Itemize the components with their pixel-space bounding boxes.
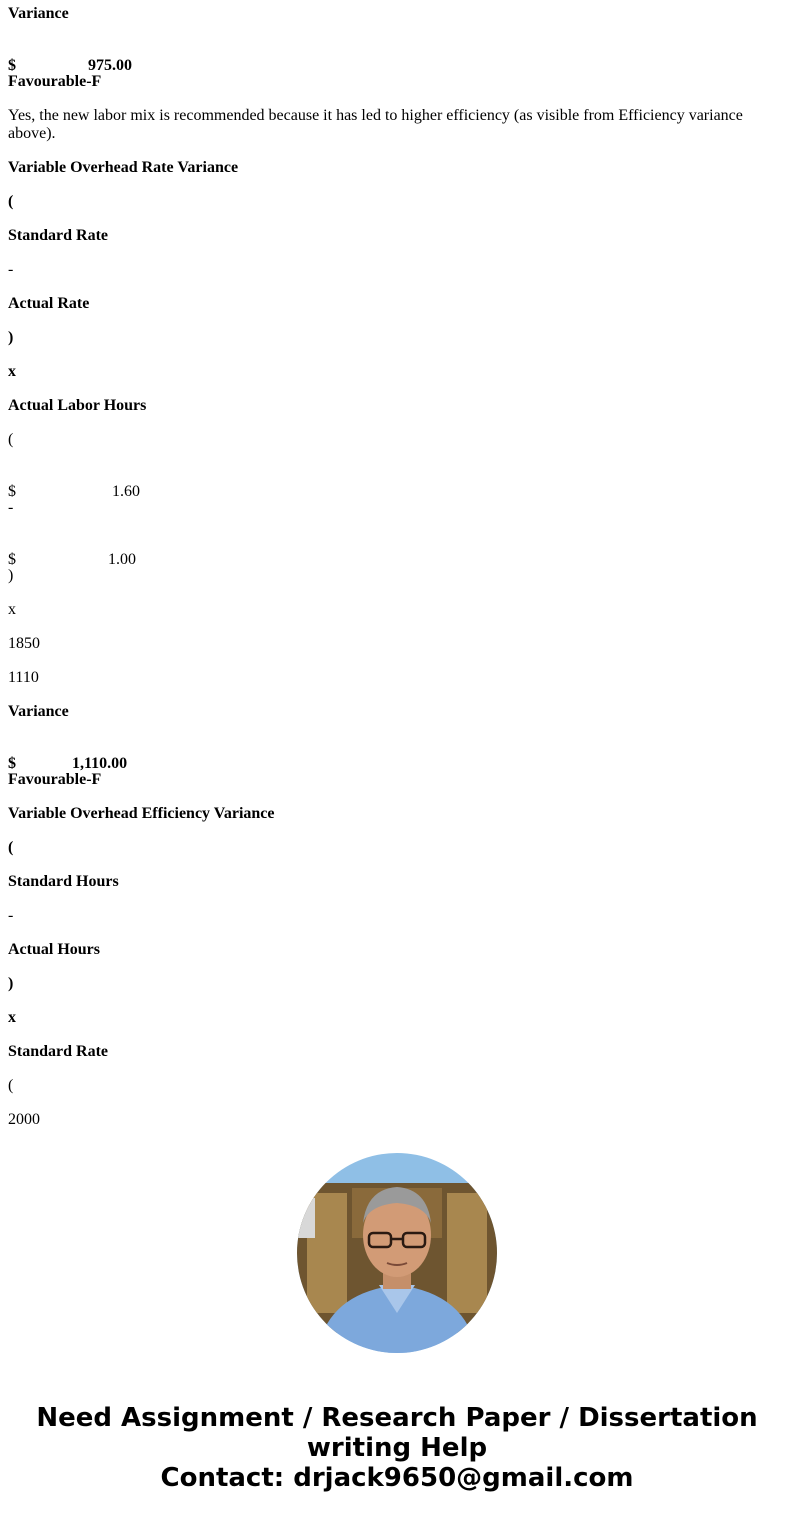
calc-open-paren: ( xyxy=(8,1077,14,1094)
formula-times: x xyxy=(8,363,16,380)
promo-line: writing Help xyxy=(306,1433,488,1463)
variance-result: Favourable-F xyxy=(8,73,102,90)
formula-term-standard-rate: Standard Rate xyxy=(8,227,109,244)
calc-close-paren: ) xyxy=(8,567,14,584)
amount-value: 975.00 xyxy=(88,57,132,74)
calc-value-hours: 1850 xyxy=(8,635,40,652)
promo-line: Need Assignment / Research Paper / Dissertation xyxy=(36,1403,758,1433)
currency-symbol: $ xyxy=(8,57,16,74)
document-body xyxy=(8,0,786,1124)
formula-term-actual-labor-hours: Actual Labor Hours xyxy=(8,397,147,414)
currency-symbol: $ xyxy=(8,551,16,568)
formula-times: x xyxy=(8,1009,16,1026)
section-heading-rate-variance: Variable Overhead Rate Variance xyxy=(8,159,239,176)
amount-value: 1.60 xyxy=(112,483,140,500)
formula-close-paren: ) xyxy=(8,329,14,346)
promo-contact: Contact: drjack9650@gmail.com xyxy=(160,1463,634,1493)
section-heading-efficiency-variance: Variable Overhead Efficiency Variance xyxy=(8,805,275,822)
formula-minus: - xyxy=(8,907,14,924)
variance-result: Favourable-F xyxy=(8,771,102,788)
amount-value: 1.00 xyxy=(108,551,136,568)
formula-term-actual-rate: Actual Rate xyxy=(8,295,90,312)
calc-result: 1110 xyxy=(8,669,39,686)
formula-term-standard-hours: Standard Hours xyxy=(8,873,119,890)
recommendation-text: Yes, the new labor mix is recommended because it has led to higher efficiency (as visible from Efficiency variance above). xyxy=(8,107,743,142)
promo-banner xyxy=(0,1403,794,1493)
calc-minus: - xyxy=(8,499,14,516)
formula-term-actual-hours: Actual Hours xyxy=(8,941,100,958)
formula-close-paren: ) xyxy=(8,975,14,992)
calc-value-standard-hours: 2000 xyxy=(8,1111,40,1124)
currency-symbol: $ xyxy=(8,483,16,500)
formula-open-paren: ( xyxy=(8,839,14,856)
author-photo xyxy=(297,1153,497,1353)
calc-open-paren: ( xyxy=(8,431,14,448)
calc-times: x xyxy=(8,601,16,618)
formula-term-standard-rate: Standard Rate xyxy=(8,1043,109,1060)
currency-symbol: $ xyxy=(8,755,16,772)
variance-label: Variance xyxy=(8,5,69,22)
formula-open-paren: ( xyxy=(8,193,14,210)
formula-minus: - xyxy=(8,261,14,278)
amount-value: 1,110.00 xyxy=(72,755,128,772)
variance-label: Variance xyxy=(8,703,69,720)
portrait-image xyxy=(297,1153,497,1353)
